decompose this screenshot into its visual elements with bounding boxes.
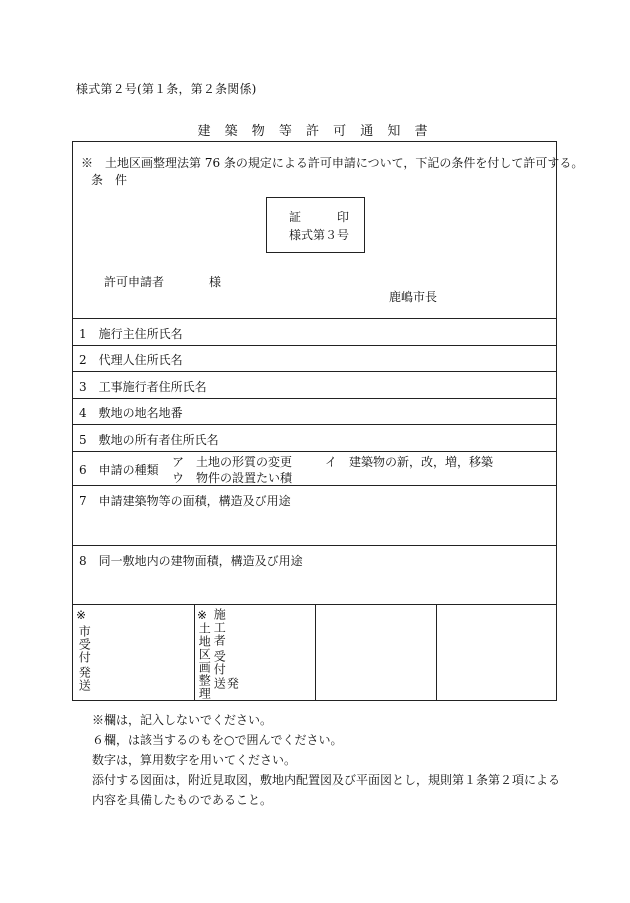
note-4: 添付する図面は，附近見取図，敷地内配置図及び平面図とし，規則第１条第２項による内容を具備したものであること。 <box>92 773 561 807</box>
rule-2 <box>73 345 556 346</box>
row-5-label: 5 敷地の所有者住所氏名 <box>79 433 219 447</box>
kind-option-a: ア 土地の形質の変更 <box>172 455 293 469</box>
rule-5 <box>73 424 556 425</box>
permit-statement: ※ 土地区画整理法第 76 条の規定による許可申請について，下記の条件を付して許可する。 <box>81 156 584 170</box>
note-2: ６欄，は該当するのもを○で囲んでください。 <box>92 733 343 747</box>
seal-form-number: 様式第３号 <box>289 228 350 242</box>
seal-box <box>266 197 365 253</box>
kind-option-i: イ 建築物の新，改，増，移築 <box>325 455 494 469</box>
row-7-label: 7 申請建築物等の面積，構造及び用途 <box>79 494 291 508</box>
city-receipt-label: 市受付 <box>77 625 92 664</box>
rule-4 <box>73 398 556 399</box>
office-divider-2 <box>315 604 316 701</box>
city-office-mark: ※ <box>76 608 87 622</box>
row-1-label: 1 施行主住所氏名 <box>79 327 183 341</box>
kind-option-u: ウ 物件の設置たい積 <box>172 471 293 485</box>
rule-1 <box>73 318 556 319</box>
document-title: 建 築 物 等 許 可 通 知 書 <box>197 124 433 139</box>
applicant-label: 許可申請者 <box>104 275 165 289</box>
rule-7 <box>73 485 556 486</box>
row-2-label: 2 代理人住所氏名 <box>79 353 183 367</box>
note-1: ※欄は，記入しないでください。 <box>92 713 273 727</box>
form-frame <box>72 141 584 701</box>
row-6-label: 6 申請の種類 <box>79 463 159 477</box>
row-3-label: 3 工事施行者住所氏名 <box>79 380 207 394</box>
office-divider-1 <box>194 604 195 701</box>
rule-6 <box>73 451 556 452</box>
note-3: 数字は，算用数字を用いてください。 <box>92 753 297 767</box>
office-divider-3 <box>436 604 437 701</box>
agency-executor-label: 施工者 <box>212 608 227 647</box>
form-reference: 様式第２号(第１条，第２条関係) <box>76 82 257 96</box>
agency-office-mark: ※ <box>197 608 208 622</box>
row-8-label: 8 同一敷地内の建物面積，構造及び用途 <box>79 554 303 568</box>
rule-8 <box>73 545 556 546</box>
applicant-suffix: 様 <box>209 275 222 289</box>
rule-3 <box>73 371 556 372</box>
city-dispatch-label: 発送 <box>77 666 92 692</box>
agency-district-label: 土地区画整理 <box>197 622 212 700</box>
row-4-label: 4 敷地の地名地番 <box>79 406 183 420</box>
agency-dispatch-label: 発送 <box>212 677 240 690</box>
seal-label-right: 印 <box>337 210 350 224</box>
conditions-label: 条 件 <box>91 173 128 187</box>
notes-section <box>80 710 560 810</box>
issuer-name: 鹿嶋市長 <box>389 290 438 304</box>
agency-receipt-label: 受付 <box>212 650 227 676</box>
seal-label-left: 証 <box>289 210 302 224</box>
